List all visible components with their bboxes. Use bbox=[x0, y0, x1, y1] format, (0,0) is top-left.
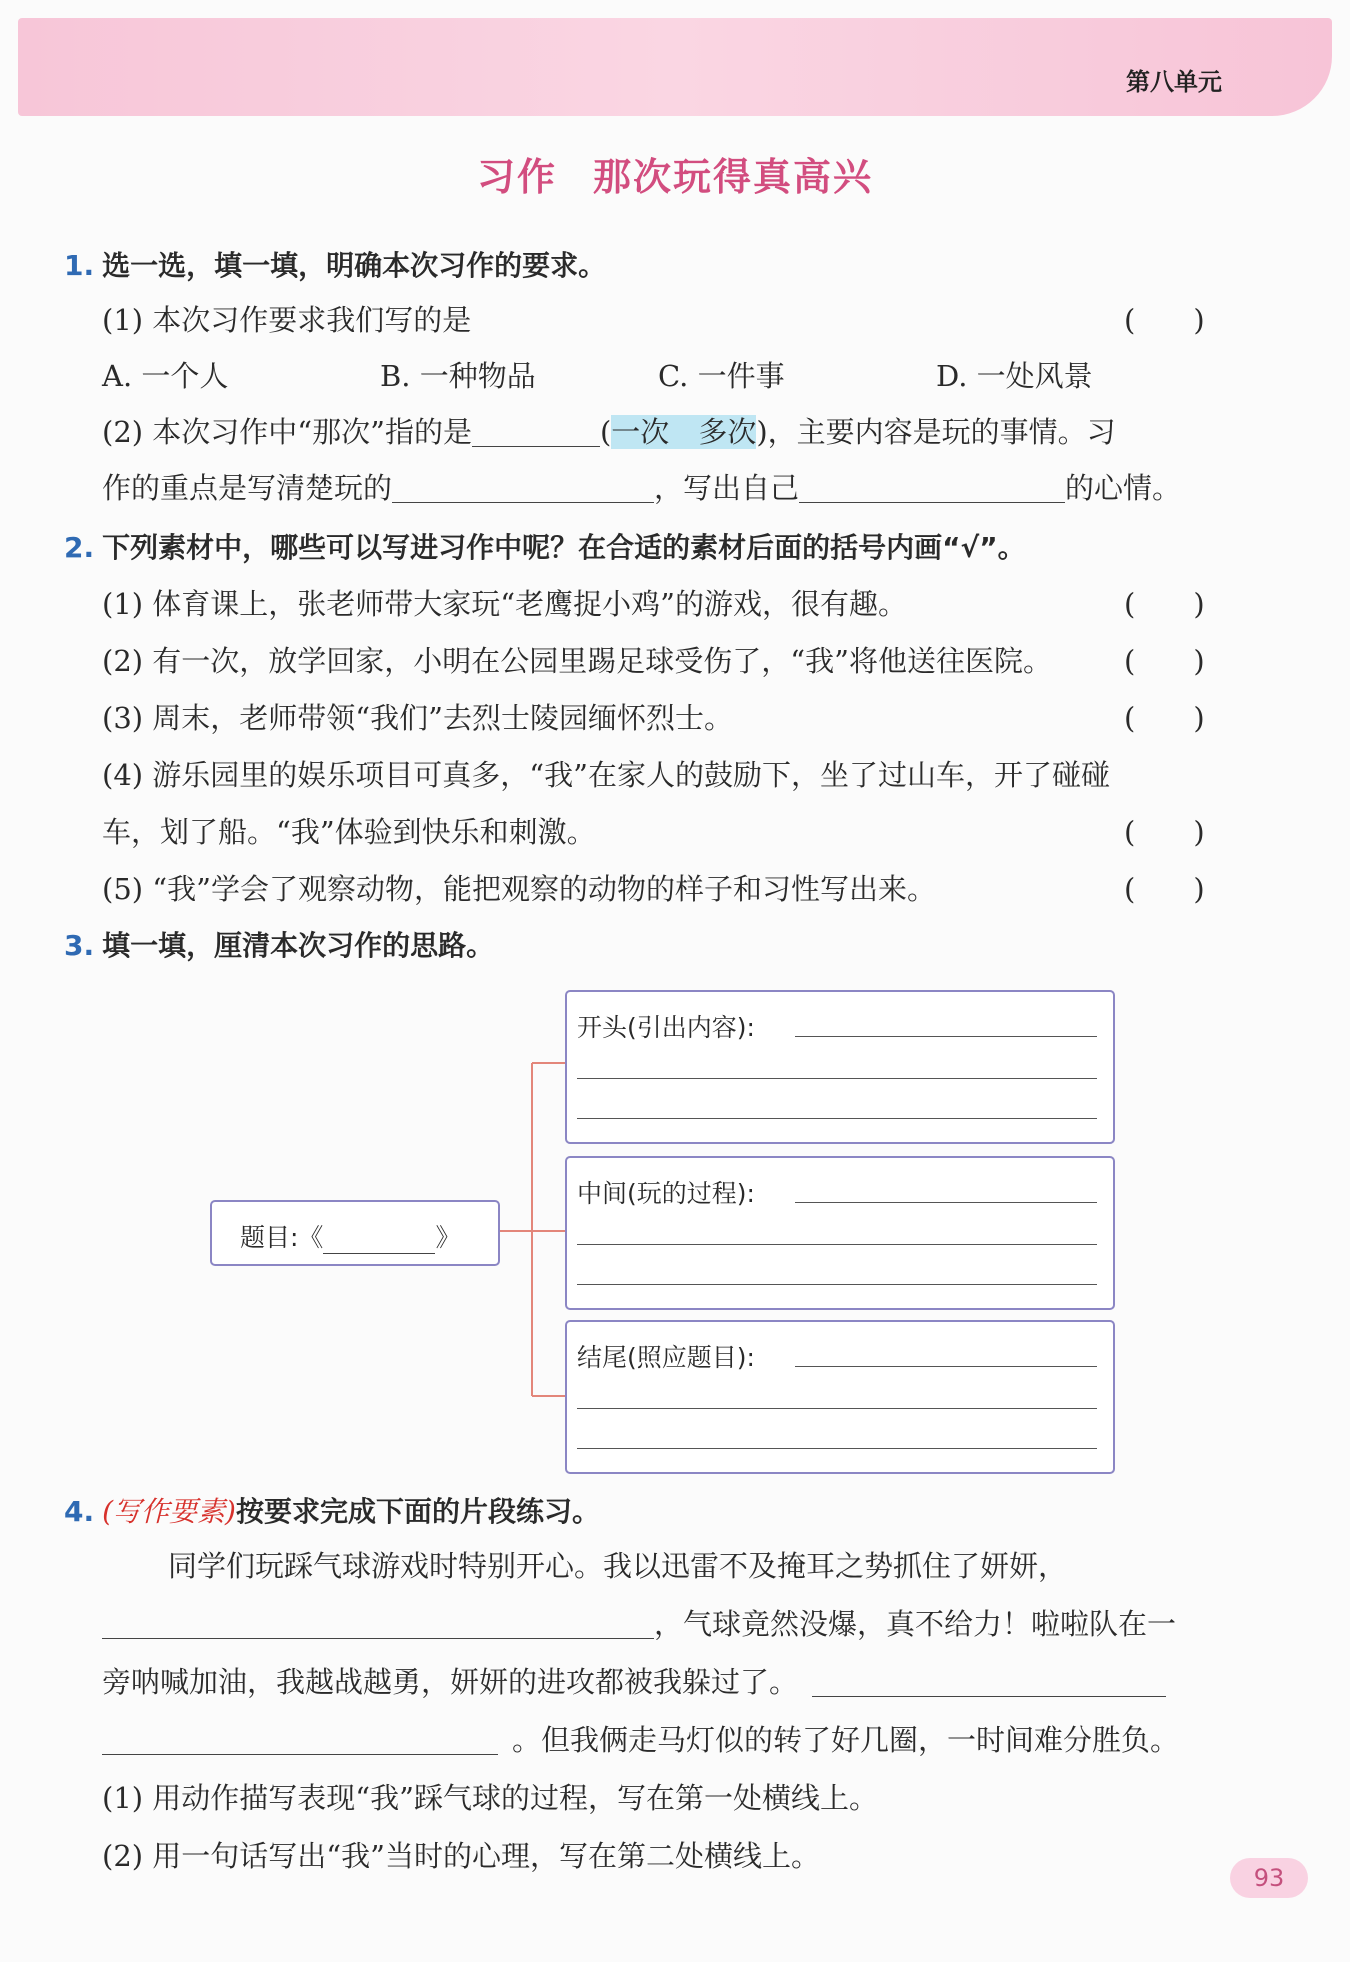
q1-number: 1. bbox=[64, 249, 95, 282]
q1-choice-open: ( bbox=[599, 415, 612, 449]
q4-paragraph-4 bbox=[102, 1723, 1180, 1757]
q2-paren-5[interactable]: ( ) bbox=[1124, 872, 1205, 906]
box-ending-line-2[interactable] bbox=[577, 1408, 1097, 1409]
q2-item-4-cont: 车，划了船。“我”体验到快乐和刺激。 bbox=[102, 815, 596, 849]
q4-tag: (写作要素) bbox=[102, 1495, 236, 1528]
q1-sub1: (1) 本次习作要求我们写的是 bbox=[102, 303, 472, 337]
q1-heading-text: 选一选，填一填，明确本次习作的要求。 bbox=[102, 249, 607, 282]
box-middle-line-2[interactable] bbox=[577, 1244, 1097, 1245]
box-middle bbox=[565, 1156, 1115, 1310]
q2-paren-1[interactable]: ( ) bbox=[1124, 587, 1205, 621]
box-beginning bbox=[565, 990, 1115, 1144]
q1-option-d: D. 一处风景 bbox=[936, 359, 1093, 393]
q1-sub2-text-d: ，写出自己 bbox=[654, 471, 800, 505]
q1-choice-once[interactable]: 一次 bbox=[611, 415, 670, 449]
box-ending-line-3[interactable] bbox=[577, 1448, 1097, 1449]
box-beginning-line-3[interactable] bbox=[577, 1118, 1097, 1119]
q1-answer-paren[interactable]: ( ) bbox=[1124, 303, 1205, 337]
title-right: 那次玩得真高兴 bbox=[593, 155, 874, 199]
q4-blank-1[interactable] bbox=[102, 1637, 654, 1639]
box-beginning-line-1[interactable] bbox=[795, 1036, 1097, 1037]
topic-blank[interactable] bbox=[323, 1233, 435, 1254]
q4-heading bbox=[64, 1495, 600, 1528]
box-middle-label: 中间(玩的过程): bbox=[577, 1179, 755, 1208]
q2-heading-text: 下列素材中，哪些可以写进习作中呢？在合适的素材后面的括号内画“√”。 bbox=[102, 531, 1026, 564]
q2-paren-2[interactable]: ( ) bbox=[1124, 644, 1205, 678]
q2-item-4: (4) 游乐园里的娱乐项目可真多，“我”在家人的鼓励下，坐了过山车，开了碰碰 bbox=[102, 758, 1110, 792]
q4-paragraph-3 bbox=[102, 1665, 1166, 1699]
box-middle-line-3[interactable] bbox=[577, 1284, 1097, 1285]
q4-blank-2b[interactable] bbox=[102, 1753, 498, 1755]
box-ending bbox=[565, 1320, 1115, 1474]
topic-label: 题目:《 bbox=[240, 1223, 324, 1252]
q2-item-1: (1) 体育课上，张老师带大家玩“老鹰捉小鸡”的游戏，很有趣。 bbox=[102, 587, 907, 621]
topic-close: 》 bbox=[435, 1223, 461, 1252]
q4-paragraph-2 bbox=[102, 1607, 1177, 1641]
q1-option-a: A. 一个人 bbox=[102, 359, 229, 393]
q4-paragraph-3-text: 旁呐喊加油，我越战越勇，妍妍的进攻都被我躲过了。 bbox=[102, 1665, 799, 1699]
box-ending-label: 结尾(照应题目): bbox=[577, 1343, 755, 1372]
topic-box bbox=[210, 1200, 500, 1266]
q4-requirement-2: (2) 用一句话写出“我”当时的心理，写在第二处横线上。 bbox=[102, 1839, 820, 1873]
q3-number: 3. bbox=[64, 929, 95, 962]
q2-item-5: (5) “我”学会了观察动物，能把观察的动物的样子和习性写出来。 bbox=[102, 872, 936, 906]
page-number: 93 bbox=[1230, 1858, 1308, 1898]
q1-sub2-text-e: 的心情。 bbox=[1065, 471, 1182, 505]
q2-item-3: (3) 周末，老师带领“我们”去烈士陵园缅怀烈士。 bbox=[102, 701, 733, 735]
q1-sub2-text-c: 作的重点是写清楚玩的 bbox=[102, 471, 393, 505]
q4-heading-text: 按要求完成下面的片段练习。 bbox=[235, 1495, 600, 1528]
q4-paragraph-1: 同学们玩踩气球游戏时特别开心。我以迅雷不及掩耳之势抓住了妍妍， bbox=[168, 1549, 1068, 1583]
box-ending-line-1[interactable] bbox=[795, 1366, 1097, 1367]
q4-paragraph-2-text: ，气球竟然没爆，真不给力！啦啦队在一 bbox=[654, 1607, 1177, 1641]
box-beginning-line-2[interactable] bbox=[577, 1078, 1097, 1079]
q3-heading-text: 填一填，厘清本次习作的思路。 bbox=[102, 929, 495, 962]
box-beginning-label: 开头(引出内容): bbox=[577, 1013, 755, 1042]
q2-paren-4[interactable]: ( ) bbox=[1124, 815, 1205, 849]
q2-paren-3[interactable]: ( ) bbox=[1124, 701, 1205, 735]
q1-sub2-text: (2) 本次习作中“那次”指的是 bbox=[102, 415, 472, 449]
q4-paragraph-4-text: 。但我俩走马灯似的转了好几圈，一时间难分胜负。 bbox=[512, 1723, 1180, 1757]
q2-item-2: (2) 有一次，放学回家，小明在公园里踢足球受伤了，“我”将他送往医院。 bbox=[102, 644, 1052, 678]
q4-blank-2a[interactable] bbox=[812, 1695, 1166, 1697]
q1-sub2-text-b: )，主要内容是玩的事情。习 bbox=[756, 415, 1116, 449]
q4-requirement-1: (1) 用动作描写表现“我”踩气球的过程，写在第一处横线上。 bbox=[102, 1781, 878, 1815]
q4-number: 4. bbox=[64, 1495, 95, 1528]
q1-choice-many[interactable]: 多次 bbox=[698, 415, 757, 449]
box-middle-line-1[interactable] bbox=[795, 1202, 1097, 1203]
unit-label: 第八单元 bbox=[1126, 68, 1222, 96]
q2-number: 2. bbox=[64, 531, 95, 564]
q1-option-b: B. 一种物品 bbox=[380, 359, 536, 393]
q1-option-c: C. 一件事 bbox=[658, 359, 785, 393]
title-left: 习作 bbox=[476, 155, 557, 199]
